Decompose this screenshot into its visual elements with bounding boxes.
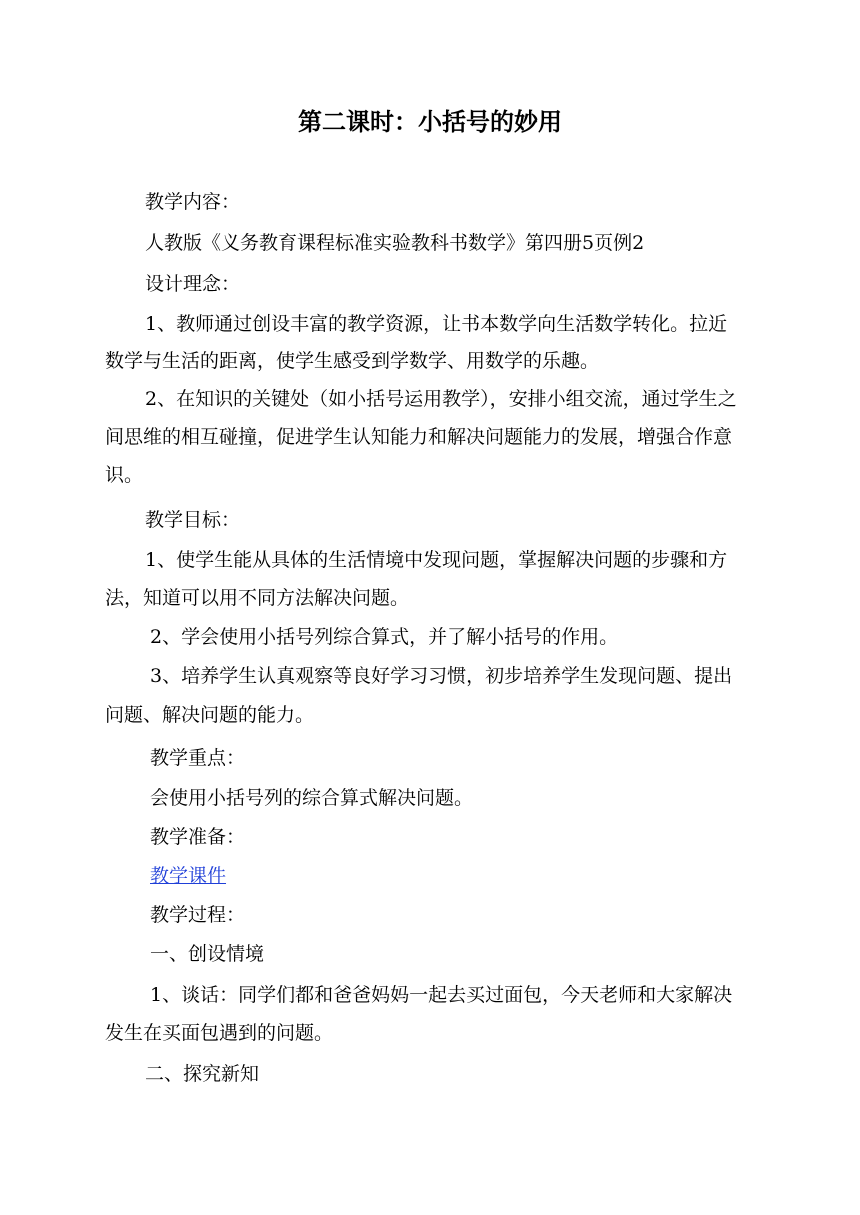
goal-1-line-1: 1、使学生能从具体的生活情境中发现问题，掌握解决问题的步骤和方 [145,549,728,571]
content-text: 人教版《义务教育课程标准实验教科书数学》第四册5页例2 [145,232,645,254]
concept-2-line-3: 识。 [105,464,144,486]
prep-link-line [150,861,226,891]
goal-3-line-1: 3、培养学生认真观察等良好学习习惯，初步培养学生发现问题、提出 [150,665,733,687]
document-title: 第二课时：小括号的妙用 [298,108,562,136]
goal-3-line-2: 问题、解决问题的能力。 [105,704,315,726]
focus-text: 会使用小括号列的综合算式解决问题。 [150,787,474,809]
concept-heading: 设计理念： [145,273,241,295]
concept-1-line-2: 数学与生活的距离，使学生感受到学数学、用数学的乐趣。 [105,350,600,372]
step-2-heading: 二、探究新知 [145,1063,260,1085]
prep-heading: 教学准备： [150,826,246,848]
goals-heading: 教学目标： [145,509,241,531]
concept-1-line-1: 1、教师通过创设丰富的教学资源，让书本数学向生活数学转化。拉近 [145,313,728,335]
concept-2-line-1: 2、在知识的关键处（如小括号运用教学），安排小组交流，通过学生之 [145,388,737,410]
goal-1-line-2: 法，知道可以用不同方法解决问题。 [105,587,410,609]
focus-heading: 教学重点： [150,747,246,769]
teaching-courseware-link[interactable]: 教学课件 [150,865,227,887]
content-heading: 教学内容： [145,191,241,213]
goal-2: 2、学会使用小括号列综合算式，并了解小括号的作用。 [150,626,619,648]
step-1-item-line-1: 1、谈话：同学们都和爸爸妈妈一起去买过面包，今天老师和大家解决 [150,984,733,1006]
concept-2-line-2: 间思维的相互碰撞，促进学生认知能力和解决问题能力的发展，增强合作意 [105,426,733,448]
process-heading: 教学过程： [150,904,246,926]
step-1-item-line-2: 发生在买面包遇到的问题。 [105,1022,334,1044]
step-1-heading: 一、创设情境 [150,943,265,965]
